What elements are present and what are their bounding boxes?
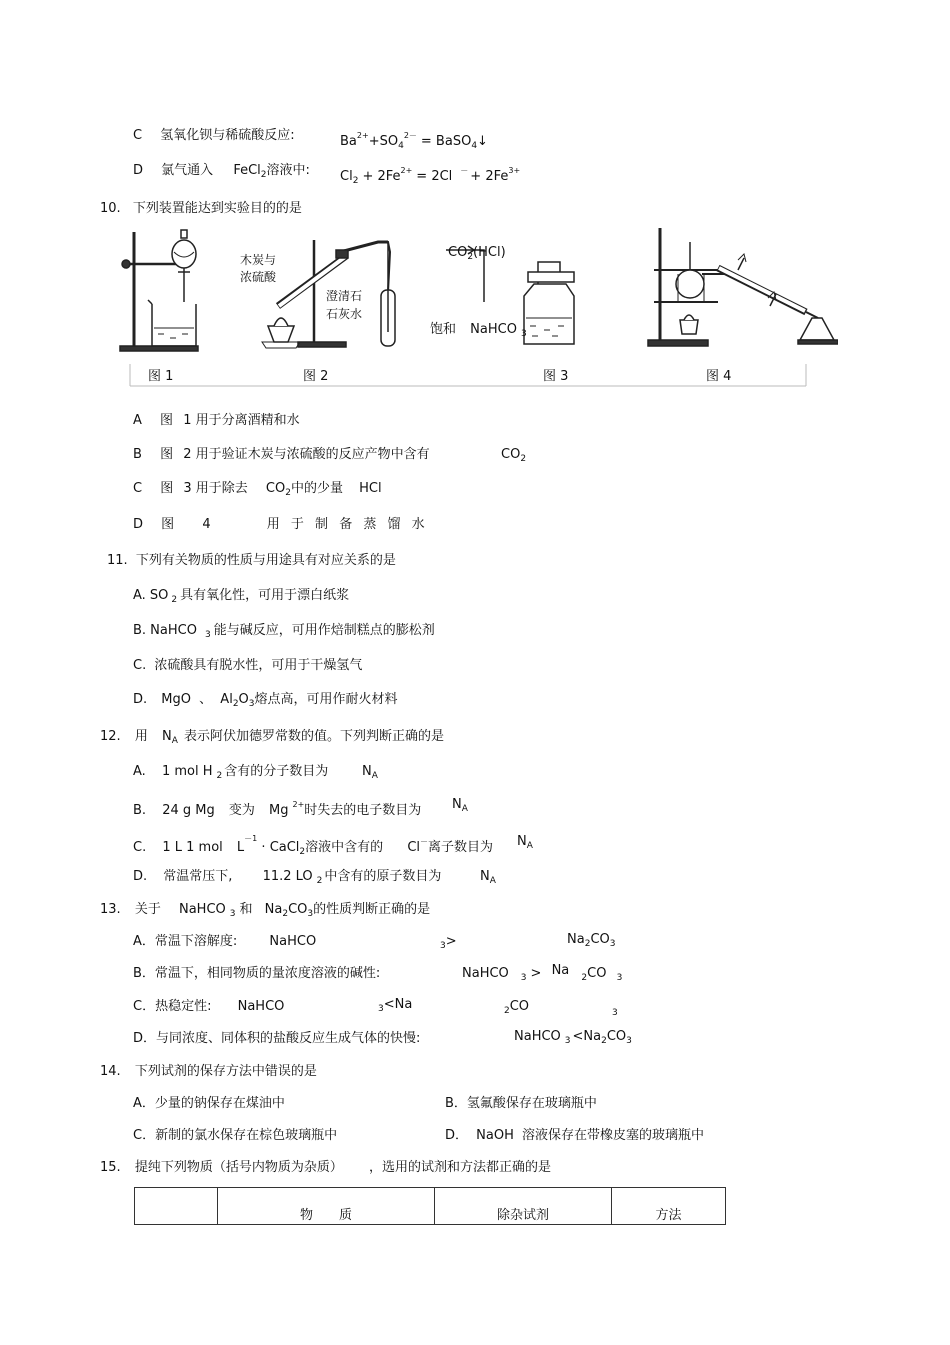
formula: N [362, 764, 372, 779]
fig2-reagent-label: 木炭与 [240, 253, 277, 267]
q13-option-d [133, 1031, 420, 1047]
q12-option-c [133, 834, 493, 860]
fig2-reagent-label: 浓硫酸 [240, 270, 277, 284]
formula-sub: 3 [616, 973, 623, 983]
fig1-separatory-funnel [120, 230, 198, 351]
option-text: 图 [161, 517, 175, 532]
formula-sub: 2 [299, 847, 306, 857]
eq-sub: 4 [398, 141, 404, 151]
q14-option-c: C．新制的氯水保存在棕色玻璃瓶中 [133, 1128, 338, 1143]
option-text: 中含有的原子数目为 [324, 869, 442, 884]
formula: NaHCO [237, 999, 285, 1014]
formula-sub: 2 [316, 876, 323, 886]
option-text: B．常温下，相同物质的量浓度溶液的碱性: [133, 966, 381, 981]
formula-sub: 2 [584, 939, 591, 949]
q13-b-compare [462, 963, 623, 986]
formula: CO [509, 999, 530, 1014]
formula-sub: 3 [229, 909, 236, 919]
table-header-cell [135, 1188, 218, 1225]
eq-sup: 2+ [400, 166, 413, 175]
eq-part: = 2Cl [416, 169, 453, 184]
q10-option-c [133, 481, 382, 501]
figure-label-4: 图 4 [706, 369, 732, 384]
option-text: 具有氧化性，可用于漂白纸浆 [180, 588, 350, 603]
option-text: 溶液保存在带橡皮塞的玻璃瓶中 [522, 1128, 705, 1143]
option-text: 1 用于分离酒精和水 [183, 413, 300, 428]
formula: 11.2 LO [262, 869, 313, 884]
formula-sub: 3 [378, 1004, 384, 1014]
formula: Cl [407, 840, 421, 855]
question-text: 的性质判断正确的是 [313, 902, 431, 917]
q9-d-equation [340, 163, 520, 189]
eq-sub: 4 [471, 141, 478, 151]
q9-option-d [133, 163, 310, 183]
q13-c-sub3 [612, 1001, 618, 1021]
formula-sub: 3 [440, 941, 446, 951]
formula: CaCl [269, 840, 300, 855]
formula-sub: 3 [520, 329, 527, 339]
formula: NaHCO [462, 966, 509, 981]
q12-option-d [133, 869, 441, 889]
question-text: 和 [239, 902, 253, 917]
formula-sub: 2 [601, 1036, 607, 1046]
label-text: 饱和 [430, 322, 457, 337]
option-text: 熔点高，可用作耐火材料 [254, 692, 398, 707]
formula: Al [220, 692, 233, 707]
formula: CO [606, 1029, 627, 1044]
q13-option-c [133, 999, 284, 1015]
option-label: D. [133, 869, 148, 884]
option-text: 3 用于除去 [183, 481, 248, 496]
formula: 24 g Mg [162, 803, 215, 818]
option-text: 时失去的电子数目为 [304, 803, 422, 818]
eq-part: +SO [368, 134, 399, 149]
formula: 1 mol H [161, 764, 213, 779]
question-number: 13. [100, 902, 121, 917]
formula-sub: 2 [285, 488, 291, 498]
q10-option-b [133, 447, 430, 463]
option-text: 离子数目为 [428, 840, 494, 855]
option-label: B. [133, 803, 147, 818]
question-number: 12. [100, 729, 121, 744]
eq-sub: 2 [352, 176, 359, 186]
eq-part: Ba [340, 134, 357, 149]
formula: 1 L 1 mol [162, 840, 223, 855]
formula: · [261, 840, 266, 855]
formula: NaHCO [470, 322, 517, 337]
q13-a-compare [440, 934, 457, 954]
option-text: 浓硫酸具有脱水性，可用于干燥氢气 [154, 658, 363, 673]
option-label: C [133, 128, 143, 143]
table-header-cell: 除杂试剂 [435, 1188, 612, 1225]
fig2-limewater-label: 澄清石 [326, 289, 363, 303]
figure-label-2: 图 2 [303, 369, 329, 384]
option-label: B [133, 447, 142, 462]
q11-stem [107, 553, 396, 569]
fig3-solution-label [430, 322, 527, 342]
fig4-distillation-apparatus [648, 228, 838, 346]
formula: N [161, 729, 172, 744]
formula: A. SO [133, 588, 169, 603]
figure-label-3: 图 3 [543, 369, 569, 384]
q11-option-a [133, 588, 349, 608]
q9-c-equation [340, 128, 488, 154]
q10-option-d [133, 517, 425, 533]
option-text: C．热稳定性: [133, 999, 212, 1014]
q10-option-a [133, 413, 300, 429]
option-text: 溶液中含有的 [305, 840, 384, 855]
formula: Mg [269, 803, 289, 818]
formula-sub: 2 [171, 595, 178, 605]
formula: CO [587, 966, 607, 981]
q13-stem [100, 902, 430, 922]
table-header-row [135, 1188, 726, 1225]
comparison-sign: > [530, 966, 542, 981]
figure-label-1: 图 1 [148, 369, 174, 384]
q11-option-c [133, 658, 362, 674]
formula-sub: 2 [504, 1006, 510, 1016]
q12-a-na [362, 764, 378, 784]
q11-option-b [133, 623, 435, 643]
q13-d-compare [514, 1029, 632, 1049]
formula: O [238, 692, 249, 707]
formula: L [236, 840, 245, 855]
option-label: C. [133, 658, 147, 673]
option-text: 常温常压下, [163, 869, 233, 884]
eq-sup: － [460, 166, 469, 175]
q13-c-compare [378, 997, 412, 1017]
formula-sub: 2 [282, 909, 289, 919]
option-text: 含有的分子数目为 [224, 764, 329, 779]
comparison-sign: <Na [572, 1029, 602, 1044]
formula-sub: 3 [248, 699, 255, 709]
option-text: 2 用于验证木炭与浓硫酸的反应产物中含有 [183, 447, 430, 462]
q13-option-a [133, 934, 316, 950]
option-char: 于 [290, 517, 304, 532]
q14-stem [100, 1064, 317, 1080]
fig2-limewater-label: 石灰水 [326, 307, 363, 321]
option-text: 、 [199, 692, 213, 707]
q10-option-b-formula [501, 447, 526, 467]
formula: Na [264, 902, 283, 917]
eq-sup: 2+ [356, 131, 369, 140]
option-text: 能与碱反应，可用作焙制糕点的膨松剂 [213, 623, 435, 638]
formula: N [452, 797, 462, 812]
option-text: D．与同浓度、同体积的盐酸反应生成气体的快慢: [133, 1031, 421, 1046]
question-text: 用 [134, 729, 148, 744]
formula: NaHCO [514, 1029, 561, 1044]
formula-sub: 2 [232, 699, 239, 709]
formula: NaOH [476, 1128, 514, 1143]
formula: N [480, 869, 490, 884]
formula-sub: 2 [520, 454, 527, 464]
formula: MgO [161, 692, 191, 707]
eq-sup: 3+ [508, 166, 521, 175]
formula-sub: A [371, 771, 378, 781]
option-text: 氯气通入 [161, 163, 214, 178]
q14-option-d [445, 1128, 704, 1144]
question-text: 表示阿伏加德罗常数的值。下列判断正确的是 [184, 729, 445, 744]
q10-stem [100, 201, 302, 217]
comparison-sign: <Na [383, 997, 413, 1012]
q15-stem [100, 1160, 551, 1176]
option-label: D． [445, 1128, 469, 1143]
question-text: 提纯下列物质（括号内物质为杂质） [134, 1160, 343, 1175]
fig3-gas-label [448, 245, 506, 265]
q14-option-a: A．少量的钠保存在煤油中 [133, 1096, 285, 1111]
q13-option-b [133, 966, 380, 982]
formula-sub: 3 [612, 1008, 618, 1018]
formula-sub: 3 [307, 909, 314, 919]
option-char: 水 [411, 517, 425, 532]
option-text: 图 [160, 447, 174, 462]
q13-c-co3 [504, 999, 529, 1019]
option-char: 制 [315, 517, 329, 532]
formula: N [517, 834, 527, 849]
question-number: 15. [100, 1160, 121, 1175]
formula: Na [551, 963, 570, 978]
question-text: 下列装置能达到实验目的的是 [132, 201, 302, 216]
formula-sub: 3 [626, 1036, 632, 1046]
formula-sup: 2+ [292, 800, 305, 809]
option-char: 蒸 [363, 517, 377, 532]
formula: HCl [359, 481, 382, 496]
formula: CO [501, 447, 521, 462]
option-text: A．常温下溶解度: [133, 934, 238, 949]
formula-sub: A [171, 736, 178, 746]
eq-part: ↓ [477, 134, 488, 149]
q12-b-na [452, 797, 468, 817]
eq-sup: 2－ [403, 131, 417, 140]
q14-option-b: B．氢氟酸保存在玻璃瓶中 [445, 1096, 597, 1111]
formula: CO [590, 932, 610, 947]
q13-a-na2co3 [567, 932, 615, 952]
option-text: 溶液中: [266, 163, 310, 178]
q12-option-a [133, 764, 328, 784]
option-label: D [133, 163, 144, 178]
formula-sup: － [420, 837, 429, 846]
formula-sub: 3 [564, 1036, 571, 1046]
question-number: 11. [107, 553, 128, 568]
question-text: 下列试剂的保存方法中错误的是 [134, 1064, 317, 1079]
formula-sub: 2 [260, 170, 267, 180]
q9-option-c [133, 128, 295, 144]
formula: CO [448, 245, 468, 260]
option-char: 馏 [387, 517, 401, 532]
formula-sub: 3 [520, 973, 527, 983]
formula-sub: 3 [204, 630, 211, 640]
option-label: D [133, 517, 144, 532]
formula: (HCl) [473, 245, 506, 260]
option-label: A. [133, 764, 146, 779]
formula: FeCl [233, 163, 261, 178]
option-label: D. [133, 692, 148, 707]
question-text: ，选用的试剂和方法都正确的是 [368, 1160, 551, 1175]
eq-part: + 2Fe [470, 169, 509, 184]
option-text: 变为 [228, 803, 255, 818]
formula-sup: －1 [244, 834, 258, 843]
formula-sub: A [526, 841, 533, 851]
table-header-cell: 物 质 [218, 1188, 435, 1225]
table-header-cell: 方法 [612, 1188, 726, 1225]
q12-option-b [133, 797, 421, 819]
eq-part: + 2Fe [362, 169, 401, 184]
q11-option-d [133, 692, 398, 712]
option-text: 4 [202, 517, 211, 532]
formula-sub: A [489, 876, 496, 886]
question-text: 关于 [134, 902, 161, 917]
formula: B. NaHCO [133, 623, 197, 638]
question-number: 14. [100, 1064, 121, 1079]
formula-sub: 3 [609, 939, 616, 949]
formula-sub: 2 [216, 771, 223, 781]
formula: NaHCO [269, 934, 317, 949]
option-text: 氢氧化钡与稀硫酸反应: [160, 128, 295, 143]
comparison-sign: > [445, 934, 457, 949]
option-label: A [133, 413, 142, 428]
option-text: 中的少量 [290, 481, 343, 496]
eq-part: = BaSO [420, 134, 472, 149]
option-text: 图 [160, 413, 174, 428]
option-label: C. [133, 840, 147, 855]
eq-part: Cl [340, 169, 353, 184]
option-text: 图 [160, 481, 174, 496]
question-number: 10. [100, 201, 121, 216]
option-char: 备 [339, 517, 353, 532]
formula: CO [288, 902, 308, 917]
formula: Na [567, 932, 585, 947]
option-char: 用 [266, 517, 280, 532]
formula: NaHCO [178, 902, 226, 917]
q12-d-na [480, 869, 496, 889]
formula-sub: 2 [581, 973, 588, 983]
q15-table [134, 1187, 726, 1225]
formula: CO [265, 481, 286, 496]
question-text: 下列有关物质的性质与用途具有对应关系的是 [135, 553, 396, 568]
formula-sub: A [461, 804, 468, 814]
formula-sub: 2 [467, 252, 474, 262]
q12-c-na [517, 834, 533, 854]
q12-stem [100, 729, 444, 749]
option-label: C [133, 481, 143, 496]
